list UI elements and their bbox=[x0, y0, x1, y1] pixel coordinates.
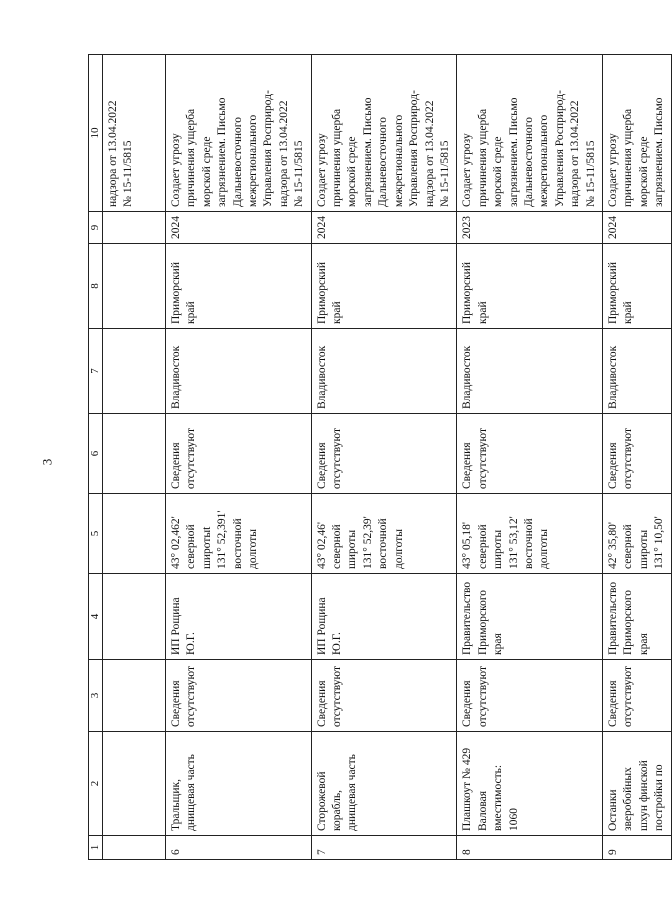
continuation-row bbox=[103, 55, 166, 860]
object-name: Сторожевой корабль, днищевая часть bbox=[311, 732, 457, 836]
column-3-value: Сведения отсутствуют bbox=[311, 660, 457, 732]
coordinates: 43° 05,18' северной широты 131° 53,12' восточной долготы bbox=[457, 494, 603, 574]
coordinates: 43° 02,46' северной широты 131° 52,39' восточной долготы bbox=[311, 494, 457, 574]
registry-table bbox=[88, 54, 672, 860]
column-number: 3 bbox=[89, 660, 103, 732]
empty-cell bbox=[103, 414, 166, 494]
column-number: 4 bbox=[89, 574, 103, 660]
region: Приморский край bbox=[311, 244, 457, 329]
column-3-value: Сведения отсутствуют bbox=[457, 660, 603, 732]
object-name: Плашкоут № 429 Валовая вместимость: 1060 bbox=[457, 732, 603, 836]
column-number: 7 bbox=[89, 329, 103, 414]
table-row bbox=[602, 55, 671, 860]
empty-cell bbox=[103, 732, 166, 836]
table-row bbox=[166, 55, 312, 860]
city: Владивосток bbox=[457, 329, 603, 414]
owner: ИП Рощина Ю.Г. bbox=[166, 574, 312, 660]
coordinates: 43° 02,462' северной широтыt 131° 52,391' восточной долготы bbox=[166, 494, 312, 574]
column-3-value: Сведения отсутствуют bbox=[602, 660, 671, 732]
year: 2024 bbox=[311, 212, 457, 244]
region: Приморский край bbox=[166, 244, 312, 329]
column-6-value: Сведения отсутствуют bbox=[602, 414, 671, 494]
column-6-value: Сведения отсутствуют bbox=[311, 414, 457, 494]
empty-cell bbox=[103, 660, 166, 732]
owner: Правительство Приморского края bbox=[602, 574, 671, 660]
note: Создает угрозу причинения ущерба морской среде загрязнением. Письмо bbox=[602, 55, 671, 212]
region: Приморский край bbox=[457, 244, 603, 329]
column-number: 2 bbox=[89, 732, 103, 836]
note: Создает угрозу причинения ущерба морской среде загрязнением. Письмо Дальневосточного межрегионального Управления Росприрод- надзора от 13.04.2022 № 15-11/5815 bbox=[311, 55, 457, 212]
column-number: 9 bbox=[89, 212, 103, 244]
note: Создает угрозу причинения ущерба морской среде загрязнением. Письмо Дальневосточного межрегионального Управления Росприрод- надзора от 13.04.2022 № 15-11/5815 bbox=[457, 55, 603, 212]
empty-cell bbox=[103, 494, 166, 574]
year: 2024 bbox=[166, 212, 312, 244]
column-number-row bbox=[89, 55, 103, 860]
row-number: 9 bbox=[602, 836, 671, 860]
city: Владивосток bbox=[602, 329, 671, 414]
empty-cell bbox=[103, 244, 166, 329]
column-6-value: Сведения отсутствуют bbox=[457, 414, 603, 494]
rotated-table-sheet bbox=[88, 55, 666, 860]
year: 2024 bbox=[602, 212, 671, 244]
page-number: 3 bbox=[39, 458, 55, 466]
empty-cell bbox=[103, 836, 166, 860]
table-row bbox=[311, 55, 457, 860]
row-number: 8 bbox=[457, 836, 603, 860]
column-number: 10 bbox=[89, 55, 103, 212]
column-number: 8 bbox=[89, 244, 103, 329]
object-name: Останки зверобойных шхун финской постройки по bbox=[602, 732, 671, 836]
empty-cell bbox=[103, 329, 166, 414]
column-number: 6 bbox=[89, 414, 103, 494]
column-6-value: Сведения отсутствуют bbox=[166, 414, 312, 494]
continuation-note: надзора от 13.04.2022 № 15-11/5815 bbox=[103, 55, 166, 212]
column-number: 5 bbox=[89, 494, 103, 574]
column-3-value: Сведения отсутствуют bbox=[166, 660, 312, 732]
empty-cell bbox=[103, 212, 166, 244]
year: 2023 bbox=[457, 212, 603, 244]
coordinates: 42° 35,80' северной широты 131° 10,50' bbox=[602, 494, 671, 574]
owner: Правительство Приморского края bbox=[457, 574, 603, 660]
row-number: 6 bbox=[166, 836, 312, 860]
object-name: Тральщик, днищевая часть bbox=[166, 732, 312, 836]
empty-cell bbox=[103, 574, 166, 660]
row-number: 7 bbox=[311, 836, 457, 860]
region: Приморский край bbox=[602, 244, 671, 329]
column-number: 1 bbox=[89, 836, 103, 860]
city: Владивосток bbox=[166, 329, 312, 414]
table-row bbox=[457, 55, 603, 860]
owner: ИП Рощина Ю.Г. bbox=[311, 574, 457, 660]
note: Создает угрозу причинения ущерба морской среде загрязнением. Письмо Дальневосточного межрегионального Управления Росприрод- надзора от 13.04.2022 № 15-11/5815 bbox=[166, 55, 312, 212]
city: Владивосток bbox=[311, 329, 457, 414]
